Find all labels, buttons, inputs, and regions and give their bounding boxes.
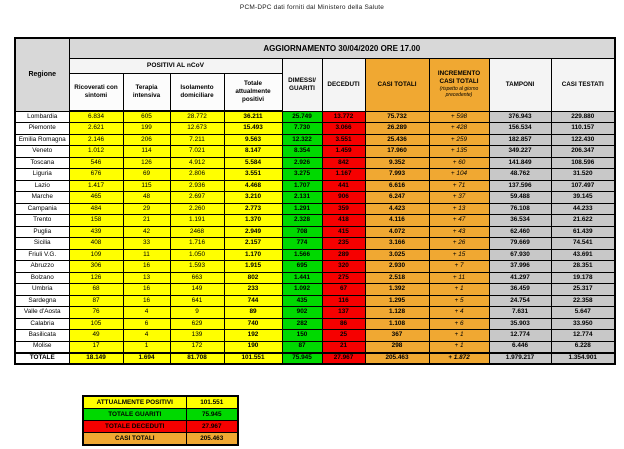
data-cell: 7.993 (365, 169, 429, 181)
data-cell: 31.520 (551, 169, 615, 181)
data-cell: + 428 (429, 123, 489, 135)
data-cell: 740 (224, 318, 282, 330)
data-cell: 8.354 (282, 146, 322, 158)
data-cell: 28.351 (551, 261, 615, 273)
table-row (15, 146, 615, 158)
data-cell: 101.551 (224, 353, 282, 365)
data-cell: 1.915 (224, 261, 282, 273)
data-cell: 48.762 (489, 169, 551, 181)
data-cell: 25.317 (551, 284, 615, 296)
data-cell: 76 (69, 307, 123, 319)
data-cell: 2.949 (224, 226, 282, 238)
data-cell: 41.297 (489, 272, 551, 284)
data-cell: 16 (123, 295, 170, 307)
data-cell: 695 (282, 261, 322, 273)
data-cell: 89 (224, 307, 282, 319)
table-row (15, 249, 615, 261)
data-cell: 19.178 (551, 272, 615, 284)
data-cell: 27.967 (322, 353, 365, 365)
region-cell: Sicilia (15, 238, 69, 250)
table-header (15, 38, 615, 111)
data-cell: + 37 (429, 192, 489, 204)
data-cell: 15.493 (224, 123, 282, 135)
header-incremento-title: INCREMENTO CASI TOTALI (437, 70, 481, 86)
data-cell: 172 (170, 341, 224, 353)
data-cell: 149 (170, 284, 224, 296)
data-cell: 1.128 (365, 307, 429, 319)
data-cell: 439 (69, 226, 123, 238)
data-cell: 17 (69, 341, 123, 353)
region-cell: Veneto (15, 146, 69, 158)
region-cell: Calabria (15, 318, 69, 330)
data-cell: 26.289 (365, 123, 429, 135)
data-cell: 744 (224, 295, 282, 307)
data-cell: 1.707 (282, 180, 322, 192)
data-cell: 116 (322, 295, 365, 307)
data-cell: 3.066 (322, 123, 365, 135)
data-cell: 1.370 (224, 215, 282, 227)
data-cell: 275 (322, 272, 365, 284)
data-cell: 3.551 (322, 134, 365, 146)
data-cell: 139 (170, 330, 224, 342)
data-cell: + 60 (429, 157, 489, 169)
table-row (15, 295, 615, 307)
summary-row (83, 433, 238, 445)
data-cell: 1.167 (322, 169, 365, 181)
data-cell: 676 (69, 169, 123, 181)
data-cell: 11 (123, 249, 170, 261)
region-cell: Lazio (15, 180, 69, 192)
table-row (15, 307, 615, 319)
data-cell: 109 (69, 249, 123, 261)
data-cell: 9.352 (365, 157, 429, 169)
data-cell: 13.772 (322, 111, 365, 123)
data-cell: 25 (322, 330, 365, 342)
data-cell: 235 (322, 238, 365, 250)
data-cell: + 4 (429, 307, 489, 319)
data-cell: 6.228 (551, 341, 615, 353)
data-cell: 802 (224, 272, 282, 284)
table-row (15, 215, 615, 227)
data-cell: 4.912 (170, 157, 224, 169)
data-cell: 408 (69, 238, 123, 250)
data-cell: 233 (224, 284, 282, 296)
data-cell: 349.227 (489, 146, 551, 158)
data-cell: 108.596 (551, 157, 615, 169)
data-cell: 12.322 (282, 134, 322, 146)
data-cell: 190 (224, 341, 282, 353)
data-cell: 39.145 (551, 192, 615, 204)
data-cell: 37.996 (489, 261, 551, 273)
header-update-banner: AGGIORNAMENTO 30/04/2020 ORE 17.00 (69, 38, 615, 58)
data-cell: 22.358 (551, 295, 615, 307)
data-cell: 4.116 (365, 215, 429, 227)
data-cell: 86 (322, 318, 365, 330)
data-cell: 9 (170, 307, 224, 319)
data-cell: + 5 (429, 295, 489, 307)
header-positivi-band: POSITIVI AL nCoV (69, 58, 282, 73)
data-cell: 367 (365, 330, 429, 342)
data-cell: 1.694 (123, 353, 170, 365)
data-cell: 68 (69, 284, 123, 296)
table-row (15, 330, 615, 342)
data-cell: 42 (123, 226, 170, 238)
page-title: PCM-DPC dati forniti dal Ministero della Salute (239, 4, 385, 11)
data-cell: 2.131 (282, 192, 322, 204)
data-cell: 206.347 (551, 146, 615, 158)
region-cell: Campania (15, 203, 69, 215)
summary-label: TOTALE DECEDUTI (83, 420, 186, 432)
data-cell: 1 (123, 341, 170, 353)
data-cell: 192 (224, 330, 282, 342)
summary-value: 27.967 (186, 420, 238, 432)
data-cell: 484 (69, 203, 123, 215)
data-cell: 1.566 (282, 249, 322, 261)
data-cell: 2.146 (69, 134, 123, 146)
data-cell: 115 (123, 180, 170, 192)
table-row (15, 134, 615, 146)
data-cell: 18.149 (69, 353, 123, 365)
data-cell: 1.441 (282, 272, 322, 284)
data-cell: 415 (322, 226, 365, 238)
data-cell: + 259 (429, 134, 489, 146)
data-cell: 708 (282, 226, 322, 238)
region-cell: Marche (15, 192, 69, 204)
region-cell: Valle d'Aosta (15, 307, 69, 319)
data-cell: 2.936 (170, 180, 224, 192)
data-cell: 320 (322, 261, 365, 273)
header-casi-totali: CASI TOTALI (365, 58, 429, 111)
header-deceduti: DECEDUTI (322, 58, 365, 111)
region-cell: Abruzzo (15, 261, 69, 273)
data-cell: + 15 (429, 249, 489, 261)
data-cell: 465 (69, 192, 123, 204)
region-cell: TOTALE (15, 353, 69, 365)
data-cell: 5.647 (551, 307, 615, 319)
data-cell: 1.295 (365, 295, 429, 307)
data-cell: 289 (322, 249, 365, 261)
regions-table (14, 37, 616, 365)
header-incremento-note: (rispetto al giorno precedente) (439, 86, 479, 98)
header-isolamento: Isolamento domiciliare (170, 73, 224, 111)
region-cell: Umbria (15, 284, 69, 296)
data-cell: + 26 (429, 238, 489, 250)
header-casi-testati: CASI TESTATI (551, 58, 615, 111)
data-cell: 5.584 (224, 157, 282, 169)
data-cell: 16 (123, 261, 170, 273)
data-cell: 641 (170, 295, 224, 307)
table-body (15, 111, 615, 364)
table-row (15, 272, 615, 284)
table-row (15, 341, 615, 353)
header-terapia-intensiva: Terapia intensiva (123, 73, 170, 111)
data-cell: + 11 (429, 272, 489, 284)
data-cell: 12.774 (551, 330, 615, 342)
data-cell: 1.354.901 (551, 353, 615, 365)
data-cell: 1.417 (69, 180, 123, 192)
data-cell: 141.849 (489, 157, 551, 169)
data-cell: + 1 (429, 341, 489, 353)
data-cell: 6.834 (69, 111, 123, 123)
data-cell: 9.563 (224, 134, 282, 146)
table-row (15, 284, 615, 296)
data-cell: 182.857 (489, 134, 551, 146)
data-cell: 29 (123, 203, 170, 215)
data-cell: 1.050 (170, 249, 224, 261)
data-cell: 12.673 (170, 123, 224, 135)
data-cell: 25.749 (282, 111, 322, 123)
data-cell: 206 (123, 134, 170, 146)
data-cell: 2.773 (224, 203, 282, 215)
data-cell: 6.616 (365, 180, 429, 192)
data-cell: 2.260 (170, 203, 224, 215)
header-ricoverati: Ricoverati con sintomi (69, 73, 123, 111)
data-cell: + 1.872 (429, 353, 489, 365)
region-cell: Toscana (15, 157, 69, 169)
data-cell: 306 (69, 261, 123, 273)
data-cell: 2.926 (282, 157, 322, 169)
data-cell: 2.806 (170, 169, 224, 181)
region-cell: Friuli V.G. (15, 249, 69, 261)
data-cell: 1.392 (365, 284, 429, 296)
region-cell: Piemonte (15, 123, 69, 135)
data-cell: 359 (322, 203, 365, 215)
data-cell: 6.247 (365, 192, 429, 204)
data-cell: 7.211 (170, 134, 224, 146)
data-cell: 24.754 (489, 295, 551, 307)
region-cell: Molise (15, 341, 69, 353)
data-cell: 126 (123, 157, 170, 169)
data-cell: 36.211 (224, 111, 282, 123)
data-cell: 205.463 (365, 353, 429, 365)
data-cell: 298 (365, 341, 429, 353)
header-dimessi-guariti: DIMESSI/ GUARITI (282, 58, 322, 111)
table-row (15, 180, 615, 192)
data-cell: 441 (322, 180, 365, 192)
data-cell: 48 (123, 192, 170, 204)
data-cell: 21 (123, 215, 170, 227)
data-cell: 2.328 (282, 215, 322, 227)
region-cell: Basilicata (15, 330, 69, 342)
data-cell: 3.275 (282, 169, 322, 181)
table-row (15, 123, 615, 135)
data-cell: 663 (170, 272, 224, 284)
data-cell: 75.732 (365, 111, 429, 123)
table-row (15, 318, 615, 330)
data-cell: 418 (322, 215, 365, 227)
region-cell: Liguria (15, 169, 69, 181)
data-cell: 122.430 (551, 134, 615, 146)
data-cell: 79.669 (489, 238, 551, 250)
data-cell: 33.950 (551, 318, 615, 330)
data-cell: 49 (69, 330, 123, 342)
data-cell: 114 (123, 146, 170, 158)
data-cell: 43.691 (551, 249, 615, 261)
data-cell: 126 (69, 272, 123, 284)
data-cell: 1.291 (282, 203, 322, 215)
data-cell: 28.772 (170, 111, 224, 123)
summary-label: CASI TOTALI (83, 433, 186, 445)
table-row (15, 238, 615, 250)
data-cell: 229.880 (551, 111, 615, 123)
data-cell: 4.423 (365, 203, 429, 215)
table-row (15, 261, 615, 273)
data-cell: 2.930 (365, 261, 429, 273)
header-tamponi: TAMPONI (489, 58, 551, 111)
summary-row (83, 396, 238, 408)
data-cell: + 71 (429, 180, 489, 192)
data-cell: 4 (123, 330, 170, 342)
data-cell: 1.170 (224, 249, 282, 261)
data-cell: 33 (123, 238, 170, 250)
header-regione: Regione (15, 38, 69, 111)
data-cell: + 13 (429, 203, 489, 215)
data-cell: 3.210 (224, 192, 282, 204)
data-cell: 629 (170, 318, 224, 330)
data-cell: 282 (282, 318, 322, 330)
region-cell: Trento (15, 215, 69, 227)
data-cell: 1.012 (69, 146, 123, 158)
data-cell: 842 (322, 157, 365, 169)
region-cell: Lombardia (15, 111, 69, 123)
data-cell: 8.147 (224, 146, 282, 158)
data-cell: 150 (282, 330, 322, 342)
header-totale-positivi: Totale attualmente positivi (224, 73, 282, 111)
data-cell: 199 (123, 123, 170, 135)
data-cell: 44.233 (551, 203, 615, 215)
data-cell: + 598 (429, 111, 489, 123)
data-cell: 7.730 (282, 123, 322, 135)
data-cell: 110.157 (551, 123, 615, 135)
data-cell: 902 (282, 307, 322, 319)
summary-value: 101.551 (186, 396, 238, 408)
data-cell: 61.439 (551, 226, 615, 238)
data-cell: 435 (282, 295, 322, 307)
data-cell: 2.157 (224, 238, 282, 250)
data-cell: 87 (282, 341, 322, 353)
data-cell: + 1 (429, 330, 489, 342)
data-cell: 21 (322, 341, 365, 353)
data-cell: 1.593 (170, 261, 224, 273)
summary-value: 75.945 (186, 408, 238, 420)
data-cell: 16 (123, 284, 170, 296)
data-cell: 156.534 (489, 123, 551, 135)
header-incremento (429, 58, 489, 111)
table-row (15, 157, 615, 169)
region-cell: Emilia Romagna (15, 134, 69, 146)
data-cell: 1.459 (322, 146, 365, 158)
data-cell: 21.622 (551, 215, 615, 227)
data-cell: 376.943 (489, 111, 551, 123)
data-cell: 1.092 (282, 284, 322, 296)
data-cell: 62.460 (489, 226, 551, 238)
data-cell: 105 (69, 318, 123, 330)
table-row (15, 226, 615, 238)
summary-body (83, 396, 238, 445)
summary-row (83, 420, 238, 432)
data-cell: 3.551 (224, 169, 282, 181)
summary-table (82, 395, 239, 446)
data-cell: + 7 (429, 261, 489, 273)
data-cell: 36.534 (489, 215, 551, 227)
data-cell: 906 (322, 192, 365, 204)
data-cell: 6.446 (489, 341, 551, 353)
data-cell: 67.930 (489, 249, 551, 261)
data-cell: 1.716 (170, 238, 224, 250)
summary-label: ATTUALMENTE POSITIVI (83, 396, 186, 408)
data-cell: + 104 (429, 169, 489, 181)
data-cell: + 47 (429, 215, 489, 227)
data-cell: 74.541 (551, 238, 615, 250)
data-cell: 107.497 (551, 180, 615, 192)
data-cell: 605 (123, 111, 170, 123)
data-cell: 81.708 (170, 353, 224, 365)
data-cell: 7.021 (170, 146, 224, 158)
data-cell: 7.631 (489, 307, 551, 319)
data-cell: 25.436 (365, 134, 429, 146)
table-row (15, 203, 615, 215)
data-cell: 13 (123, 272, 170, 284)
data-cell: 4.468 (224, 180, 282, 192)
data-cell: + 6 (429, 318, 489, 330)
data-cell: 137 (322, 307, 365, 319)
data-cell: 17.960 (365, 146, 429, 158)
data-cell: 546 (69, 157, 123, 169)
data-cell: + 1 (429, 284, 489, 296)
data-cell: 6 (123, 318, 170, 330)
summary-label: TOTALE GUARITI (83, 408, 186, 420)
summary-row (83, 408, 238, 420)
table-row (15, 111, 615, 123)
data-cell: 158 (69, 215, 123, 227)
table-row (15, 169, 615, 181)
data-cell: 87 (69, 295, 123, 307)
data-cell: 2.518 (365, 272, 429, 284)
data-cell: + 43 (429, 226, 489, 238)
data-cell: 137.596 (489, 180, 551, 192)
data-cell: 4.072 (365, 226, 429, 238)
data-cell: 1.979.217 (489, 353, 551, 365)
data-cell: 2468 (170, 226, 224, 238)
total-row (15, 353, 615, 365)
summary-value: 205.463 (186, 433, 238, 445)
data-cell: 67 (322, 284, 365, 296)
data-cell: 3.025 (365, 249, 429, 261)
data-cell: 1.191 (170, 215, 224, 227)
data-cell: 36.459 (489, 284, 551, 296)
data-cell: 2.697 (170, 192, 224, 204)
table-row (15, 192, 615, 204)
region-cell: Sardegna (15, 295, 69, 307)
data-cell: 1.108 (365, 318, 429, 330)
data-cell: 75.945 (282, 353, 322, 365)
data-cell: 4 (123, 307, 170, 319)
data-cell: 3.166 (365, 238, 429, 250)
data-cell: 12.774 (489, 330, 551, 342)
region-cell: Bolzano (15, 272, 69, 284)
data-cell: 35.903 (489, 318, 551, 330)
data-cell: 69 (123, 169, 170, 181)
data-cell: 774 (282, 238, 322, 250)
data-cell: + 135 (429, 146, 489, 158)
data-cell: 2.621 (69, 123, 123, 135)
region-cell: Puglia (15, 226, 69, 238)
data-cell: 76.108 (489, 203, 551, 215)
data-cell: 59.488 (489, 192, 551, 204)
